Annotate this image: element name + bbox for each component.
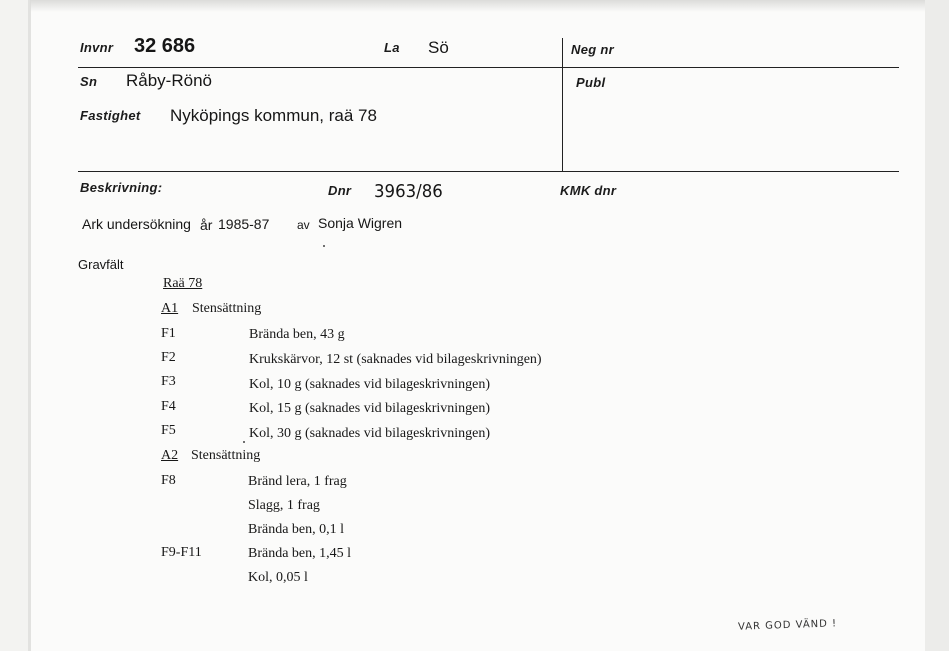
neg-nr-label: Neg nr bbox=[571, 42, 614, 57]
find-text: Bränd lera, 1 frag bbox=[248, 474, 347, 489]
la-value: Sö bbox=[428, 38, 449, 57]
handwritten-note: VAR GOD VÄND ! bbox=[737, 618, 838, 633]
person-name: Sonja Wigren bbox=[318, 215, 403, 231]
category: Gravfält bbox=[78, 257, 124, 272]
scan-noise bbox=[30, 0, 930, 12]
invnr-value: 32 686 bbox=[134, 35, 196, 57]
survey-text: Ark undersökning bbox=[82, 216, 191, 232]
find-id: F8 bbox=[161, 473, 176, 488]
find-id: F5 bbox=[161, 423, 176, 438]
year-label: år bbox=[200, 217, 213, 233]
find-text: Kol, 30 g (saknades vid bilageskrivningen) bbox=[249, 426, 491, 441]
publ-label: Publ bbox=[576, 75, 606, 90]
a2-id: A2 bbox=[161, 448, 179, 463]
find-text: Brända ben, 0,1 l bbox=[248, 522, 345, 537]
sn-value: Råby-Rönö bbox=[126, 71, 212, 90]
column-divider bbox=[562, 38, 563, 172]
rule-1 bbox=[78, 67, 899, 68]
sn-label: Sn bbox=[80, 74, 98, 89]
years-value: 1985-87 bbox=[218, 216, 270, 232]
find-id: F3 bbox=[161, 374, 176, 389]
find-text: Krukskärvor, 12 st (saknades vid bilageskrivningen) bbox=[249, 352, 542, 367]
rule-2 bbox=[78, 171, 899, 172]
find-text: Brända ben, 1,45 l bbox=[248, 546, 352, 561]
fastighet-label: Fastighet bbox=[80, 108, 141, 123]
kmk-dnr-label: KMK dnr bbox=[560, 183, 617, 198]
find-id: F4 bbox=[161, 399, 176, 414]
card-edge bbox=[28, 0, 31, 651]
invnr-label: Invnr bbox=[80, 40, 114, 55]
find-text: Kol, 0,05 l bbox=[248, 570, 308, 585]
find-text: Slagg, 1 frag bbox=[248, 498, 320, 513]
find-text: Kol, 15 g (saknades vid bilageskrivningen) bbox=[249, 401, 491, 416]
site-heading: Raä 78 bbox=[163, 276, 203, 291]
find-id: F1 bbox=[161, 326, 176, 341]
stray-mark bbox=[243, 441, 245, 443]
fastighet-value: Nyköpings kommun, raä 78 bbox=[170, 106, 377, 125]
beskrivning-label: Beskrivning: bbox=[80, 180, 163, 195]
find-id: F2 bbox=[161, 350, 176, 365]
la-label: La bbox=[384, 40, 400, 55]
find-text: Kol, 10 g (saknades vid bilageskrivningen) bbox=[249, 377, 491, 392]
find-id: F9-F11 bbox=[161, 545, 202, 560]
a1-type: Stensättning bbox=[192, 301, 262, 316]
dnr-label: Dnr bbox=[328, 183, 352, 198]
stray-mark bbox=[323, 245, 325, 247]
dnr-value: 3963/86 bbox=[374, 181, 443, 202]
by-label: av bbox=[297, 218, 310, 232]
a1-id: A1 bbox=[161, 301, 179, 316]
a2-type: Stensättning bbox=[191, 448, 261, 463]
find-text: Brända ben, 43 g bbox=[249, 327, 345, 342]
scan-margin bbox=[925, 0, 949, 651]
